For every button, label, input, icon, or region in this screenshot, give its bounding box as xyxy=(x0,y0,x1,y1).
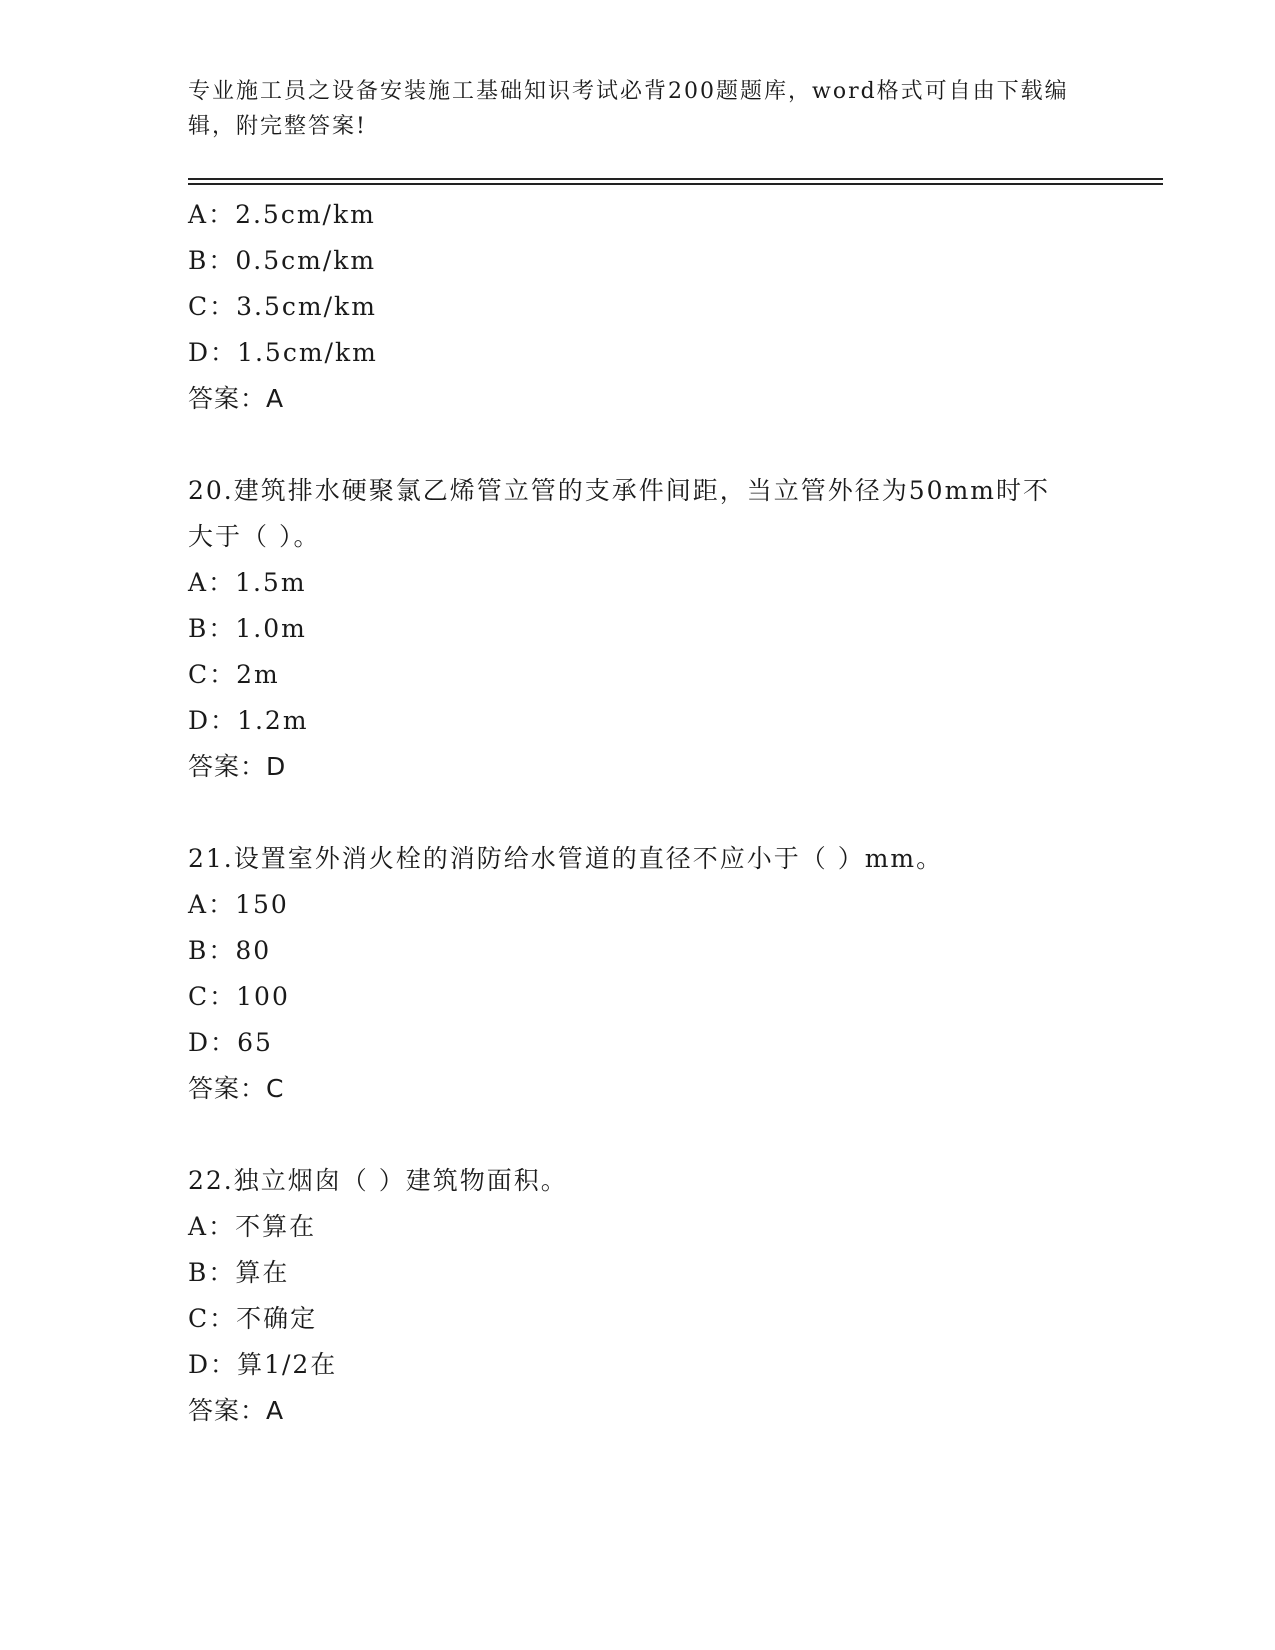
answer-line: 答案：D xyxy=(188,752,287,781)
option-a: A：2.5cm/km xyxy=(188,200,376,229)
option-a: A：不算在 xyxy=(188,1212,317,1241)
question-block-partial xyxy=(188,192,1088,422)
option-b: B：1.0m xyxy=(188,614,307,643)
question-list xyxy=(188,192,1088,1434)
question-stem: 20.建筑排水硬聚氯乙烯管立管的支承件间距，当立管外径为50mm时不大于（ ）。 xyxy=(188,476,1050,551)
option-c: C：2m xyxy=(188,660,280,689)
option-b: B：0.5cm/km xyxy=(188,246,377,275)
option-c: C：不确定 xyxy=(188,1304,318,1333)
question-block-21 xyxy=(188,836,1088,1112)
option-b: B：算在 xyxy=(188,1258,290,1287)
answer-line: 答案：C xyxy=(188,1074,285,1103)
question-stem: 21.设置室外消火栓的消防给水管道的直径不应小于（ ）mm。 xyxy=(188,844,944,873)
option-c: C：3.5cm/km xyxy=(188,292,377,321)
document-header: 专业施工员之设备安装施工基础知识考试必背200题题库，word格式可自由下载编辑，附完整答案! xyxy=(188,79,1069,139)
answer-line: 答案：A xyxy=(188,1396,285,1425)
option-d: D：65 xyxy=(188,1028,273,1057)
question-stem: 22.独立烟囱（ ）建筑物面积。 xyxy=(188,1166,568,1195)
question-block-22 xyxy=(188,1158,1088,1434)
option-d: D：1.2m xyxy=(188,706,309,735)
option-a: A：1.5m xyxy=(188,568,307,597)
header-rule-top xyxy=(188,178,1163,180)
option-c: C：100 xyxy=(188,982,290,1011)
option-d: D：算1/2在 xyxy=(188,1350,338,1379)
option-d: D：1.5cm/km xyxy=(188,338,378,367)
option-a: A：150 xyxy=(188,890,289,919)
option-b: B：80 xyxy=(188,936,272,965)
question-block-20 xyxy=(188,468,1088,790)
answer-line: 答案：A xyxy=(188,384,285,413)
header-rule-bottom xyxy=(188,183,1163,185)
